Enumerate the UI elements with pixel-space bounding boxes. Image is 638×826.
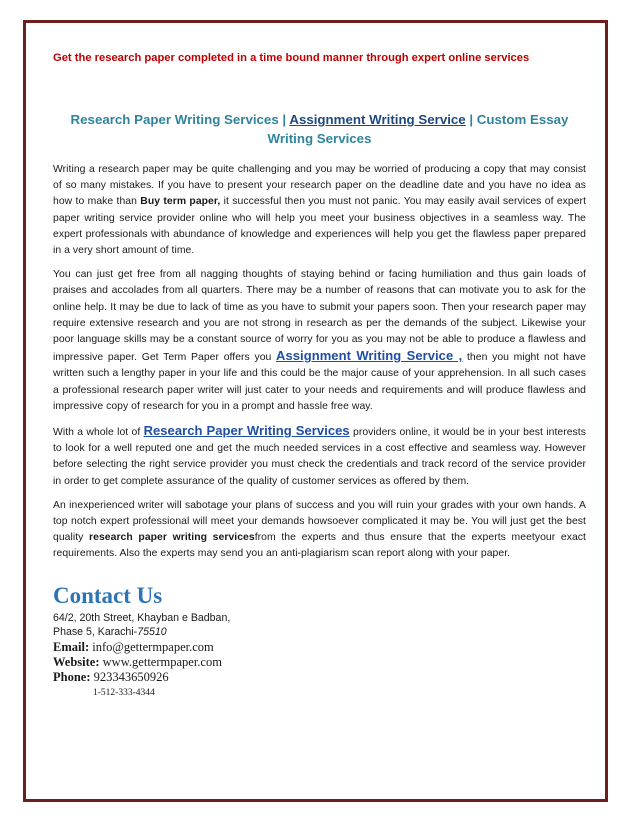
phone-line <box>53 670 586 685</box>
p1-text-b: it successful then you must not panic. You may easily avail services of expert paper writing service provider online who will help you meet your business objectives in a seamless way. The expert professionals with abundance of knowledge and experiences will help you get the flawless paper prepared in a very short amount of time. <box>53 196 587 257</box>
address-line-2 <box>53 625 586 640</box>
phone-value: 923343650926 <box>90 669 169 684</box>
paragraph-3 <box>53 423 586 490</box>
paragraph-2 <box>53 267 586 415</box>
buy-term-paper-bold: Buy term paper, <box>140 196 221 208</box>
subtitle-part2: | Custom Essay Writing Services <box>267 112 569 146</box>
website-line <box>53 655 586 670</box>
assignment-writing-service-link[interactable]: Assignment Writing Service <box>289 112 466 127</box>
website-value[interactable]: www.gettermpaper.com <box>99 654 222 669</box>
phone-secondary: 1-512-333-4344 <box>93 687 155 698</box>
email-value[interactable]: info@gettermpaper.com <box>89 639 214 654</box>
assignment-writing-service-inline-link[interactable]: Assignment Writing Service , <box>276 348 463 364</box>
email-line <box>53 640 586 655</box>
p2-text-a: You can just get free from all nagging thoughts of staying behind or facing humiliation and thus gain loads of praises and accolades from all quarters. There may be a number of reasons that can motivate you to ask for the online help. It may be due to lack of time as you have to submit your papers soon. Then your research paper may require extensive research and you are not strong in research as per the demands of the subject. Likewise your poor language skills may be a constant source of worry for you as you may not be able to produce a flawless and impressive paper. Get Term Paper offers you <box>53 269 586 364</box>
p3-text-a: With a whole lot of <box>53 427 144 439</box>
email-label: Email: <box>53 639 90 654</box>
p1-text-a: Writing a research paper may be quite challenging and you may be worried of producing a copy that may consist of so many mistakes. If you have to present your research paper on the deadline date and you have no idea as how to make than <box>53 164 586 208</box>
paragraph-4 <box>53 498 586 563</box>
page-headline: Get the research paper completed in a time bound manner through expert online services <box>53 52 530 64</box>
research-services-bold: research paper writing services <box>89 532 255 544</box>
p3-text-b: providers online, it would be in your best interests to look for a well reputed one and get the much needed services in a cost effective and seamless way. However before selecting the right service provider you must check the credentials and track record of the service provider in order to get complete assurance of the quality of customer services as offered by them. <box>53 427 586 487</box>
research-paper-writing-services-link[interactable]: Research Paper Writing Services <box>143 423 350 439</box>
phone-label: Phone: <box>53 669 91 684</box>
p2-text-b: then you might not have written such a lengthy paper in your life and this could be the major cause of your apprehension. In all such cases a professional research paper writer will just cater to your needs and requirements and will produce flawless and impressive copy of research for you in a prompt and hassle free way. <box>53 352 586 412</box>
p4-text-a: An inexperienced writer will sabotage your plans of success and you will ruin your grades with your own hands. A top notch expert professional will meet your demands howsoever complicated it may be. You will just get the best quality <box>53 499 586 544</box>
address-city: Phase 5, Karachi- <box>53 626 138 639</box>
address-line-1: 64/2, 20th Street, Khayban e Badban, <box>53 611 231 624</box>
p4-text-b: from the experts and thus ensure that the experts meetyour exact requirements. Also the experts may send you an anti-plagiarism scan report along with your paper. <box>53 532 586 560</box>
postal-code: 75510 <box>137 626 167 639</box>
document-subtitle <box>53 110 586 148</box>
website-label: Website: <box>53 654 100 669</box>
contact-title: Contact Us <box>53 582 163 608</box>
subtitle-part1: Research Paper Writing Services | <box>70 112 290 127</box>
paragraph-1 <box>53 162 586 259</box>
document-content <box>53 52 586 698</box>
